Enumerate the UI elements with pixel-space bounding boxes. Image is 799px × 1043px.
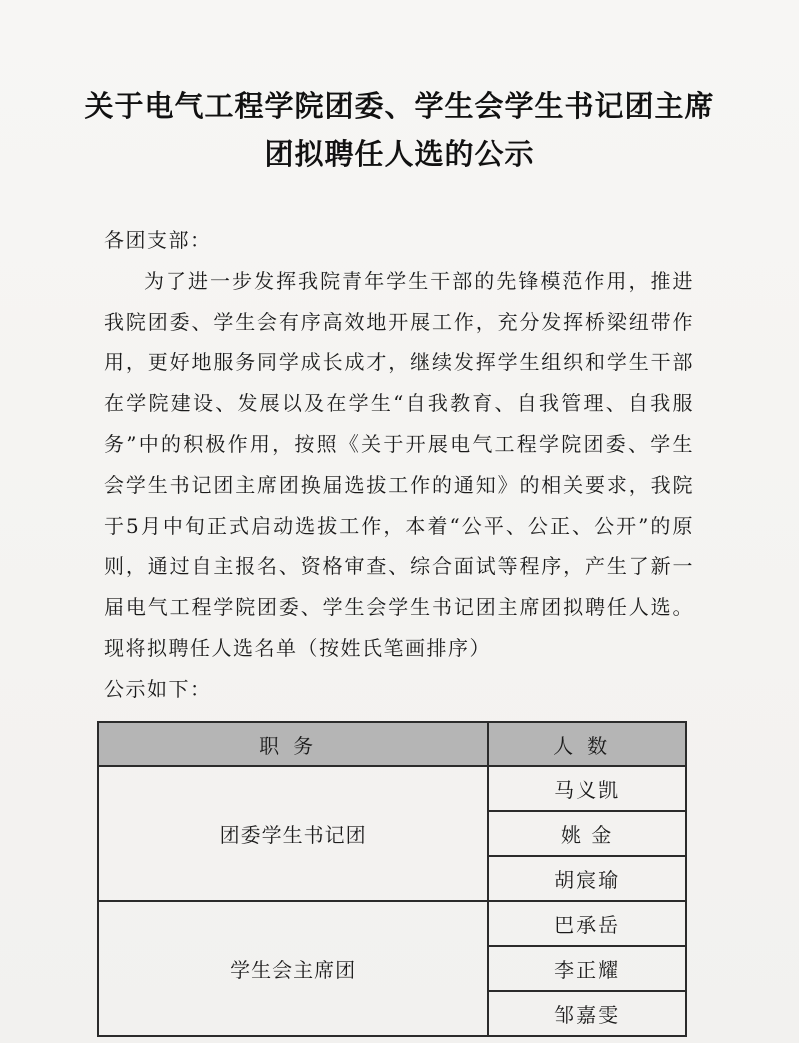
document-title-line-2: 团拟聘任人选的公示 <box>264 137 535 171</box>
candidate-name-cell: 邹嘉雯 <box>488 991 686 1036</box>
group-role-cell: 团委学生书记团 <box>98 766 488 901</box>
salutation: 各团支部： <box>104 228 212 252</box>
group-role-cell: 学生会主席团 <box>98 901 488 1036</box>
candidate-name-cell: 李正耀 <box>488 946 686 991</box>
candidate-name-cell: 胡宸瑜 <box>488 856 686 901</box>
header-role: 职务 <box>98 722 488 766</box>
candidate-name-cell: 巴承岳 <box>488 901 686 946</box>
table-header-row <box>98 722 686 766</box>
table-row <box>98 766 686 811</box>
document-body <box>104 220 694 710</box>
body-paragraph: 为了进一步发挥我院青年学生干部的先锋模范作用，推进我院团委、学生会有序高效地开展工作，充分发挥桥梁纽带作用，更好地服务同学成长成才，继续发挥学生组织和学生干部在学院建设、发展以及在学生“自我教育、自我管理、自我服务”中的积极作用，按照《关于开展电气工程学院团委、学生会学生书记团主席团换届选拔工作的通知》的相关要求，我院于5月中旬正式启动选拔工作，本着“公平、公正、公开”的原则，通过自主报名、资格审查、综合面试等程序，产生了新一届电气工程学院团委、学生会学生书记团主席团拟聘任人选。现将拟聘任人选名单（按姓氏笔画排序） <box>104 268 694 660</box>
candidate-name-cell: 姚 金 <box>488 811 686 856</box>
candidate-name-cell: 马义凯 <box>488 766 686 811</box>
body-ending: 公示如下： <box>104 676 212 701</box>
header-count: 人数 <box>488 722 686 766</box>
document-title-line-1: 关于电气工程学院团委、学生会学生书记团主席 <box>84 89 715 123</box>
candidate-table <box>97 721 687 1037</box>
table-row <box>98 901 686 946</box>
